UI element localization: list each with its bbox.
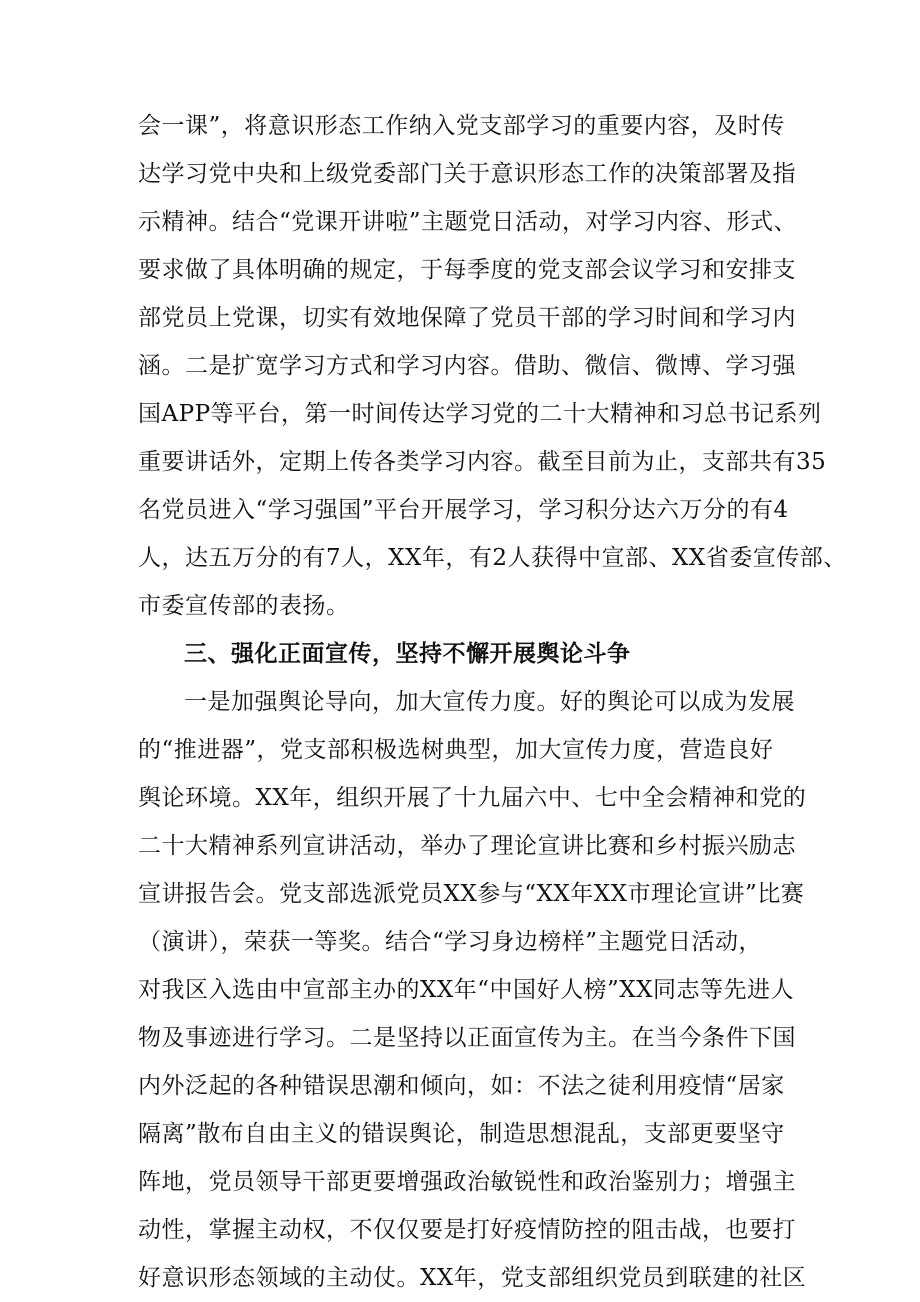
text-line: 好意识形态领域的主动仗。XX年，党支部组织党员到联建的社区: [138, 1265, 807, 1291]
text-line: 一是加强舆论导向，加大宣传力度。好的舆论可以成为发展: [184, 689, 795, 715]
text-line: 动性，掌握主动权，不仅仅要是打好疫情防控的阻击战，也要打: [138, 1217, 796, 1243]
text-line: 要求做了具体明确的规定，于每季度的党支部会议学习和安排支: [138, 257, 796, 283]
text-line: 二十大精神系列宣讲活动，举办了理论宣讲比赛和乡村振兴励志: [138, 833, 796, 859]
text-line: 会一课”，将意识形态工作纳入党支部学习的重要内容，及时传: [138, 113, 785, 139]
text-line: 市委宣传部的表扬。: [138, 593, 350, 619]
text-line: 宣讲报告会。党支部选派党员XX参与“XX年XX市理论宣讲”比赛: [138, 881, 805, 907]
text-line: 隔离”散布自由主义的错误舆论，制造思想混乱，支部更要坚守: [138, 1121, 785, 1147]
text-line: 舆论环境。XX年，组织开展了十九届六中、七中全会精神和党的: [138, 785, 807, 811]
text-line: 部党员上党课，切实有效地保障了党员干部的学习时间和学习内: [138, 305, 796, 331]
text-line: 涵。二是扩宽学习方式和学习内容。借助、微信、微博、学习强: [138, 353, 796, 379]
text-line: 内外泛起的各种错误思潮和倾向，如：不法之徒利用疫情“居家: [138, 1073, 785, 1099]
text-line: （演讲），荣获一等奖。结合“学习身边榜样”主题党日活动，: [138, 929, 763, 955]
text-line: 人，达五万分的有7人，XX年，有2人获得中宣部、XX省委宣传部、: [138, 545, 847, 571]
paragraph-section-3: [138, 678, 807, 1302]
paragraph-continued: [138, 102, 847, 630]
text-line: 阵地，党员领导干部更要增强政治敏锐性和政治鉴别力；增强主: [138, 1169, 796, 1195]
text-line: 国APP等平台，第一时间传达学习党的二十大精神和习总书记系列: [138, 401, 822, 427]
text-line: 对我区入选由中宣部主办的XX年“中国好人榜”XX同志等先进人: [138, 977, 795, 1003]
text-line: 达学习党中央和上级党委部门关于意识形态工作的决策部署及指: [138, 161, 796, 187]
text-line: 名党员进入“学习强国”平台开展学习，学习积分达六万分的有4: [138, 497, 789, 523]
text-line: 重要讲话外，定期上传各类学习内容。截至目前为止，支部共有35: [138, 449, 827, 475]
text-line: 示精神。结合“党课开讲啦”主题党日活动，对学习内容、形式、: [138, 209, 798, 235]
text-line: 的“推进器”，党支部积极选树典型，加大宣传力度，营造良好: [138, 737, 774, 763]
document-body: [138, 102, 847, 1302]
text-line: 物及事迹进行学习。二是坚持以正面宣传为主。在当今条件下国: [138, 1025, 796, 1051]
section-heading: 三、强化正面宣传，坚持不懈开展舆论斗争: [184, 641, 631, 667]
